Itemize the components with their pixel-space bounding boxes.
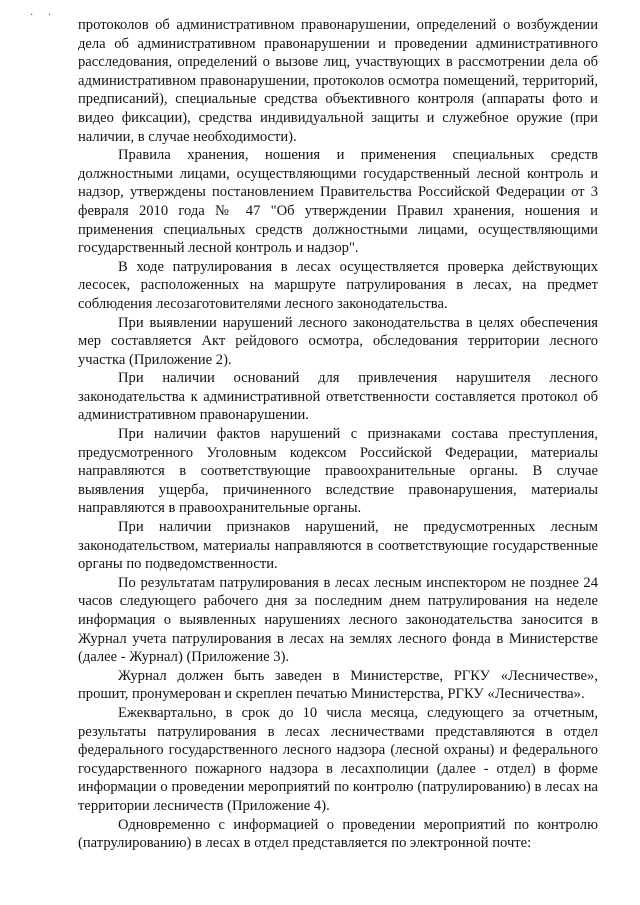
- paragraph-raid-inspection-act: При выявлении нарушений лесного законодательства в целях обеспечения мер составляется Акт рейдового осмотра, обследования территории лесного участка (Приложение 2).: [78, 314, 598, 368]
- paragraph-journal-requirements: Журнал должен быть заведен в Министерстве, РГКУ «Лесничестве», прошит, пронумерован и скреплен печатью Министерства, РГКУ «Лесничества».: [78, 667, 598, 703]
- paragraph-patrol-results-journal: По результатам патрулирования в лесах лесным инспектором не позднее 24 часов следующего рабочего дня за последним днем патрулирования на неделе информация о выявленных нарушениях лесного законодательства заносится в Журнал учета патрулирования в лесах на землях лесного фонда в Министерстве (далее - Журнал) (Приложение 3).: [78, 574, 598, 666]
- paragraph-continuation: протоколов об административном правонарушении, определений о возбуждении дела об административном правонарушении и проведении административного расследования, определений о вызове лиц, участвующих в рассмотрении дела об административном правонарушении, протоколов осмотра помещений, территорий, предписаний), специальные средства объективного контроля (аппараты фото и видео фиксации), средства индивидуальной защиты и служебное оружие (при наличии, в случае необходимости).: [78, 17, 598, 145]
- paragraph-logging-sites-check: В ходе патрулирования в лесах осуществляется проверка действующих лесосек, расположенных на маршруте патрулирования в лесах, на предмет соблюдения лесозаготовителями лесного законодательства.: [78, 258, 598, 312]
- paragraph-criminal-signs: При наличии фактов нарушений с признаками состава преступления, предусмотренного Уголовным кодексом Российской Федерации, материалы направляются в соответствующие правоохранительные органы. В случае выявления ущерба, причиненного вследствие правонарушения, материалы направляются в правоохранительные органы.: [78, 426, 598, 517]
- paragraph-email-submission: Одновременно с информацией о проведении мероприятий по контролю (патрулированию) в лесах в отдел представляется по электронной почте:: [78, 816, 598, 852]
- scan-mark: · ·: [30, 10, 58, 21]
- paragraph-administrative-protocol: При наличии оснований для привлечения нарушителя лесного законодательства к административной ответственности составляется протокол об административном правонарушении.: [78, 370, 598, 424]
- paragraph-other-violations: При наличии признаков нарушений, не предусмотренных лесным законодательством, материалы направляются в соответствующие государственные органы по подведомственности.: [78, 519, 598, 573]
- paragraph-quarterly-reporting: Ежеквартально, в срок до 10 числа месяца, следующего за отчетным, результаты патрулирования в лесах лесничествами представляются в отдел федерального государственного лесного надзора (лесной охраны) и федерального государственного пожарного надзора в лесахполиции (далее - отдел) в форме информации о проведении мероприятий по контролю (патрулированию) в лесах на территории лесничеств (Приложение 4).: [78, 704, 598, 814]
- paragraph-special-means-rules: Правила хранения, ношения и применения специальных средств должностными лицами, осуществляющими государственный лесной контроль и надзор, утверждены постановлением Правительства Российской Федерации от 3 февраля 2010 года № 47 "Об утверждении Правил хранения, ношения и применения специальных средств должностными лицами, осуществляющими государственный лесной контроль и надзор".: [78, 147, 598, 257]
